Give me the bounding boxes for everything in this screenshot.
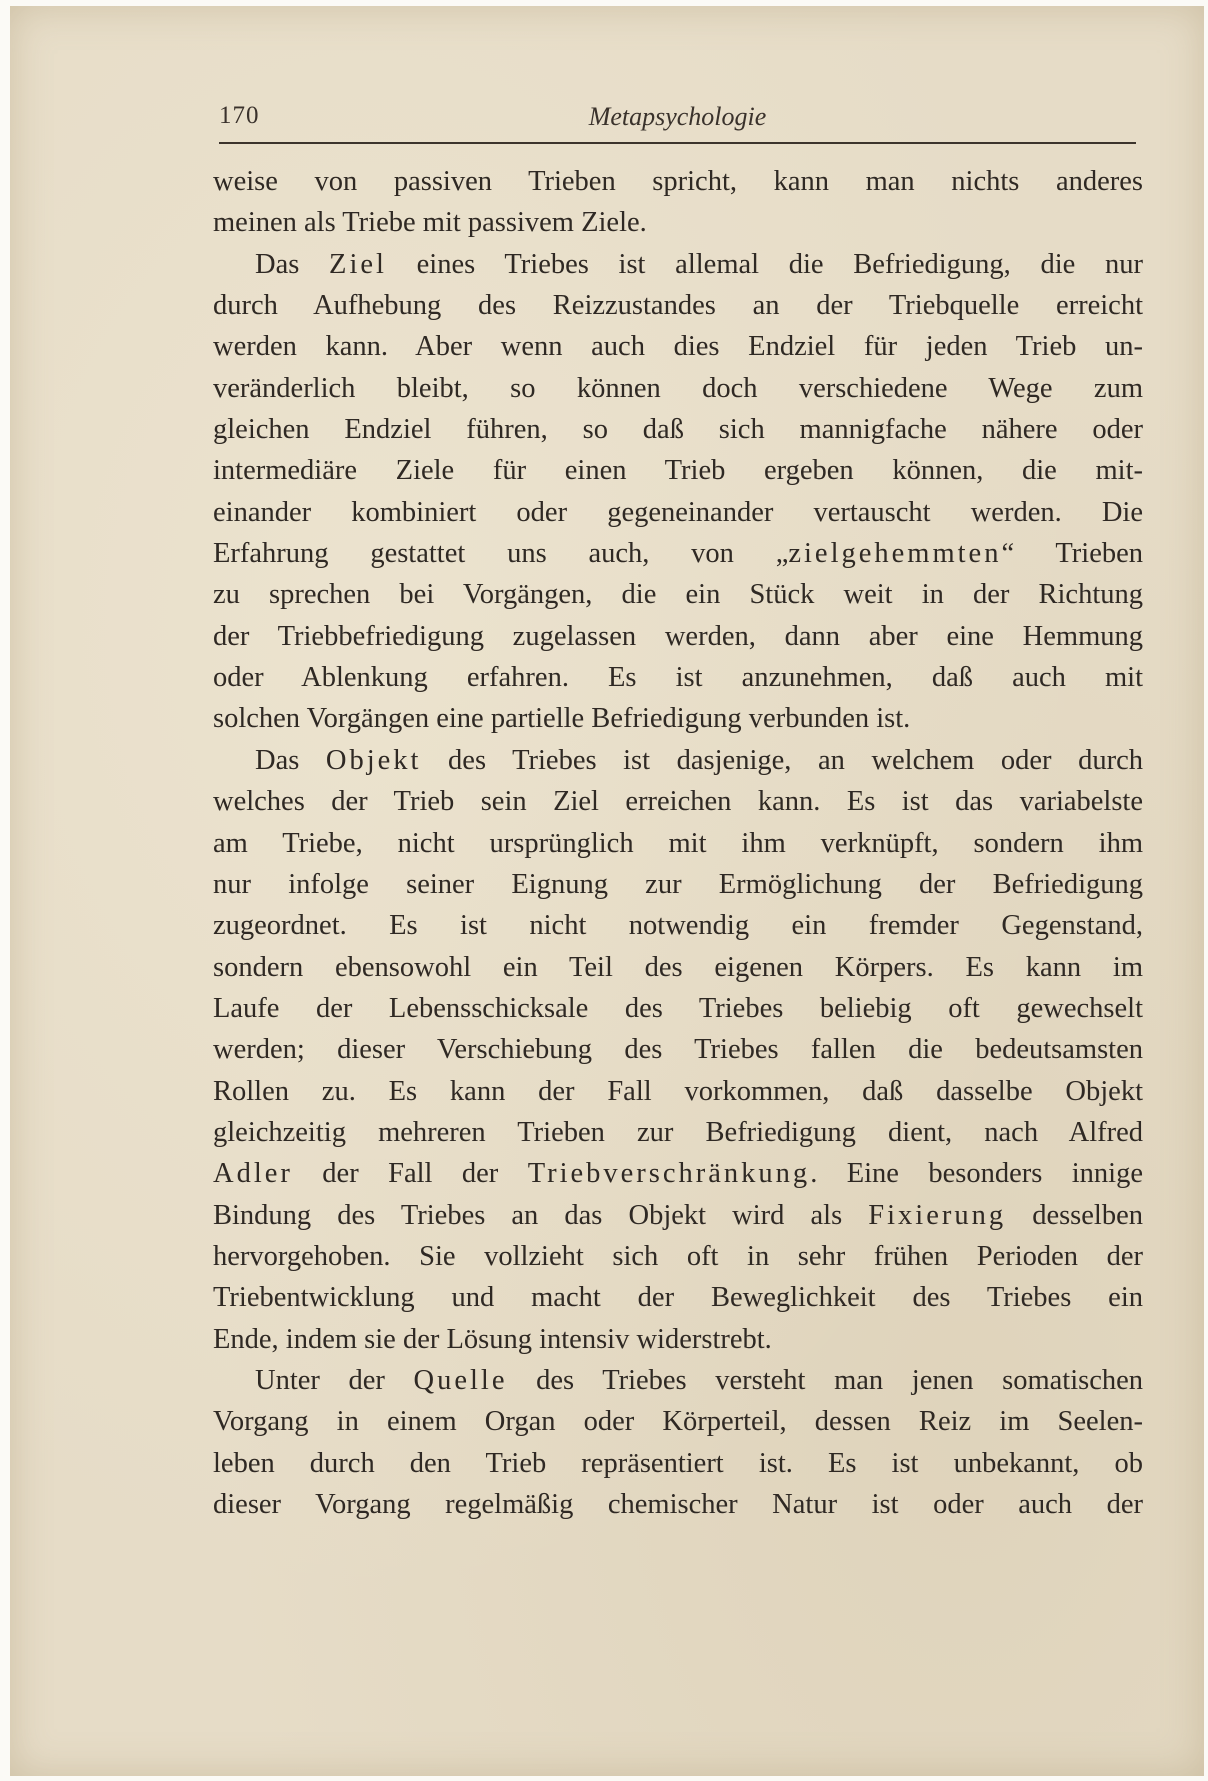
text-run: leben durch den Trieb repräsentiert ist. Es ist unbekannt, ob [213, 1447, 1143, 1479]
text-run: werden kann. Aber wenn auch dies Endziel für jeden Trieb un- [213, 331, 1143, 363]
text-line [213, 285, 1143, 326]
text-run: dieser Vorgang regelmäßig chemischer Natur ist oder auch der [213, 1489, 1143, 1520]
text-run: gleichen Endziel führen, so daß sich mannigfache nähere oder [213, 414, 1143, 446]
text-line [213, 905, 1143, 946]
text-run: “ Trieben [1001, 538, 1143, 570]
text-run: Das [255, 744, 326, 776]
text-line [213, 781, 1143, 822]
text-line [213, 1401, 1143, 1442]
text-line [213, 698, 1143, 739]
text-line [213, 574, 1143, 615]
text-run: oder Ablenkung erfahren. Es ist anzunehmen, daß auch mit [213, 662, 1143, 694]
text-line [213, 244, 1143, 285]
book-page [10, 6, 1204, 1776]
text-line [213, 1443, 1143, 1484]
text-run: Vorgang in einem Organ oder Körperteil, dessen Reiz im Seelen- [213, 1406, 1143, 1438]
text-run: der Fall der [292, 1158, 528, 1190]
spaced-term: Fixierung [868, 1199, 1007, 1231]
text-run: weise von passiven Trieben spricht, kann man nichts anderes [213, 166, 1143, 197]
text-run: Unter der [255, 1364, 414, 1396]
text-line [213, 1153, 1143, 1194]
text-line [213, 326, 1143, 367]
text-run: des Triebes ist dasjenige, an welchem oder durch [421, 744, 1143, 776]
text-line [213, 202, 1143, 243]
text-line [213, 1360, 1143, 1401]
text-run: veränderlich bleibt, so können doch verschiedene Wege zum [213, 372, 1143, 404]
text-run: zu sprechen bei Vorgängen, die ein Stück weit in der Richtung [213, 579, 1143, 611]
text-line [213, 409, 1143, 450]
text-line [213, 1071, 1143, 1112]
text-line [213, 1112, 1143, 1153]
text-line [213, 947, 1143, 988]
text-line [213, 616, 1143, 657]
text-line [213, 450, 1143, 491]
body-text [213, 161, 1143, 1525]
running-title: Metapsychologie [588, 102, 767, 131]
spaced-term: zielgehemmten [788, 538, 1002, 570]
text-line [213, 657, 1143, 698]
text-run: Erfahrung gestattet uns auch, von „ [213, 538, 789, 570]
text-line [213, 1236, 1143, 1277]
page-header [219, 102, 1136, 144]
text-run: Triebentwicklung und macht der Beweglichkeit des Triebes ein [213, 1282, 1143, 1314]
text-run: der Triebbefriedigung zugelassen werden, dann aber eine Hemmung [213, 620, 1143, 652]
text-run: meinen als Triebe mit passivem Ziele. [213, 207, 647, 239]
text-line [213, 533, 1143, 574]
text-run: sondern ebensowohl ein Teil des eigenen Körpers. Es kann im [213, 951, 1143, 983]
text-line [213, 1484, 1143, 1525]
text-run: Das [255, 248, 330, 280]
text-run: solchen Vorgängen eine partielle Befriedigung verbunden ist. [213, 703, 911, 735]
spaced-term: Quelle [413, 1364, 508, 1396]
text-run: zugeordnet. Es ist nicht notwendig ein fremder Gegenstand, [213, 910, 1143, 942]
spaced-term: Triebverschränkung [527, 1158, 811, 1190]
text-run: des Triebes versteht man jenen somatischen [507, 1364, 1143, 1396]
text-run: welches der Trieb sein Ziel erreichen kann. Es ist das variabelste [213, 786, 1143, 818]
text-line [213, 864, 1143, 905]
text-run: werden; dieser Verschiebung des Triebes fallen die bedeutsamsten [213, 1034, 1143, 1066]
spaced-term: Ziel [329, 248, 387, 280]
text-run: Bindung des Triebes an das Objekt wird als [213, 1199, 869, 1231]
text-line [213, 740, 1143, 781]
text-line [213, 161, 1143, 202]
text-run: Ende, indem sie der Lösung intensiv widerstrebt. [213, 1323, 772, 1355]
text-run: Laufe der Lebensschicksale des Triebes beliebig oft gewechselt [213, 992, 1143, 1024]
text-run: nur infolge seiner Eignung zur Ermöglichung der Befriedigung [213, 868, 1143, 900]
page-number: 170 [219, 102, 260, 129]
spaced-term: Adler [213, 1158, 293, 1190]
text-line [213, 1277, 1143, 1318]
text-line [213, 1029, 1143, 1070]
text-run: . Eine besonders innige [810, 1158, 1143, 1190]
text-run: hervorgehoben. Sie vollzieht sich oft in sehr frühen Perioden der [213, 1240, 1143, 1272]
spaced-term: Objekt [325, 744, 422, 776]
text-run: desselben [1006, 1199, 1143, 1231]
text-line [213, 492, 1143, 533]
text-run: am Triebe, nicht ursprünglich mit ihm verknüpft, sondern ihm [213, 827, 1143, 859]
text-line [213, 368, 1143, 409]
text-run: gleichzeitig mehreren Trieben zur Befriedigung dient, nach Alfred [213, 1116, 1143, 1148]
text-line [213, 988, 1143, 1029]
text-run: durch Aufhebung des Reizzustandes an der Triebquelle erreicht [213, 290, 1143, 322]
text-line [213, 1319, 1143, 1360]
text-run: intermediäre Ziele für einen Trieb ergeben können, die mit- [213, 455, 1143, 487]
text-line [213, 1195, 1143, 1236]
text-run: einander kombiniert oder gegeneinander vertauscht werden. Die [213, 496, 1143, 528]
text-line [213, 823, 1143, 864]
text-run: eines Triebes ist allemal die Befriedigung, die nur [386, 248, 1143, 280]
text-run: Rollen zu. Es kann der Fall vorkommen, daß dasselbe Objekt [213, 1075, 1143, 1107]
